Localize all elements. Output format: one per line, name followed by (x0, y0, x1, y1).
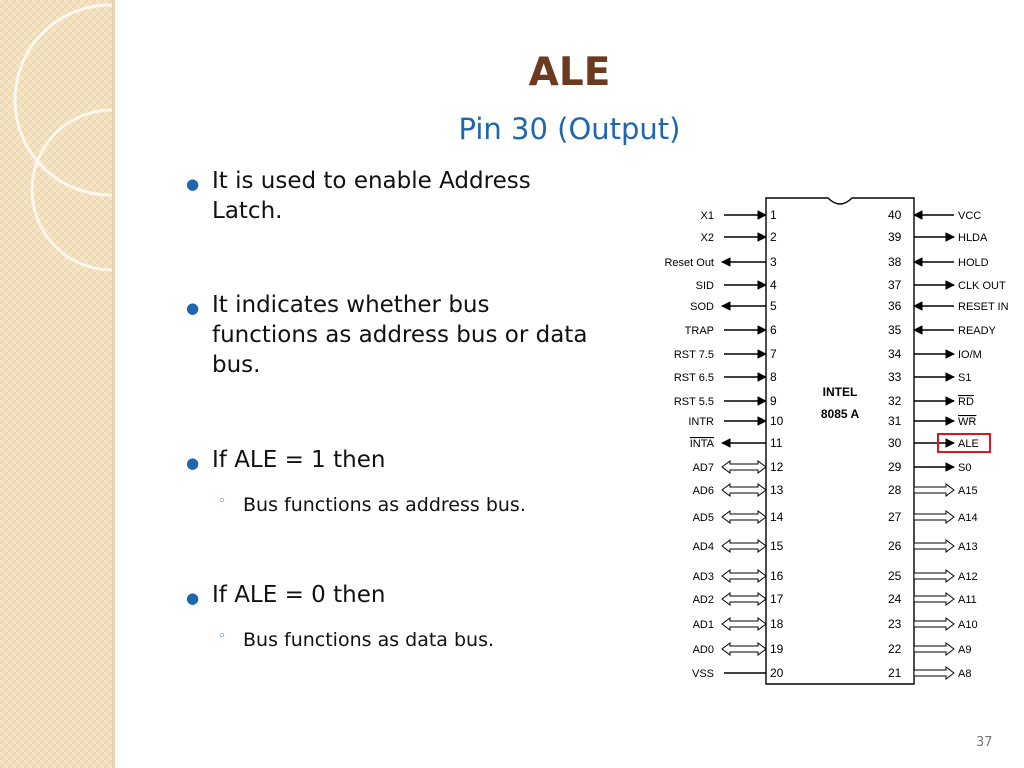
pin-number: 15 (770, 539, 784, 553)
pin-left-19 (693, 642, 784, 656)
pin-number: 21 (888, 666, 902, 680)
pin-left-8 (674, 370, 777, 384)
bullet-marker: ● (186, 175, 200, 193)
pin-right-22 (888, 642, 971, 656)
pin-number: 17 (770, 592, 784, 606)
pin-left-7 (674, 347, 777, 361)
pin-label: RST 6.5 (673, 372, 714, 384)
address-bus-arrow (914, 643, 954, 655)
pin-right-31 (888, 414, 976, 428)
pin-label: AD4 (692, 541, 714, 553)
bullet-line: If ALE = 0 then (212, 582, 386, 608)
pin-number: 27 (888, 510, 902, 524)
pin-number: 4 (770, 278, 777, 292)
bullet-line: bus. (212, 352, 261, 378)
pin-number: 14 (770, 510, 784, 524)
pin-label: WR (958, 416, 977, 428)
sub-bullet-text: Bus functions as data bus. (243, 629, 495, 651)
pin-left-18 (693, 617, 784, 631)
pin-label: A10 (958, 619, 978, 631)
chip-label-intel: INTEL (822, 385, 858, 399)
pin-left-6 (685, 323, 777, 337)
pin-right-33 (888, 370, 971, 384)
pin-left-9 (674, 394, 777, 408)
sub-bullet-text: Bus functions as address bus. (243, 494, 526, 516)
pin-label: AD6 (692, 485, 714, 497)
pin-left-4 (696, 278, 777, 292)
address-bus-arrow (914, 570, 954, 582)
bidirectional-bus-arrow (722, 643, 766, 655)
pin-label: SID (695, 280, 714, 292)
bullet-text (212, 580, 385, 610)
pin-left-16 (693, 569, 784, 583)
sub-bullet-marker: ◦ (218, 494, 226, 509)
pin-number: 29 (888, 460, 902, 474)
pin-label: AD7 (692, 462, 714, 474)
bullet-marker: ● (186, 589, 200, 607)
pin-number: 33 (888, 370, 902, 384)
pin-label: READY (958, 325, 996, 337)
pin-number: 9 (770, 394, 777, 408)
bullet-marker: ● (186, 454, 200, 472)
pin-right-32 (888, 394, 974, 408)
pin-label: AD3 (692, 571, 714, 583)
pin-left-20 (692, 666, 784, 680)
pin-label: HOLD (958, 257, 989, 269)
address-bus-arrow (914, 667, 954, 679)
pin-label: A14 (958, 512, 978, 524)
pin-left-13 (693, 483, 784, 497)
bullet-line: It is used to enable Address (212, 168, 531, 194)
pin-number: 25 (888, 569, 902, 583)
page-number: 37 (976, 735, 993, 750)
bullet-line: Latch. (212, 198, 283, 224)
bullet-line: If ALE = 1 then (212, 447, 386, 473)
intel-8085-pin-diagram (648, 196, 1020, 688)
pin-label: IO/M (958, 349, 982, 361)
pin-label: RST 7.5 (673, 349, 714, 361)
pin-number: 36 (888, 299, 902, 313)
pin-right-24 (888, 592, 977, 606)
bidirectional-bus-arrow (722, 540, 766, 552)
pin-number: 3 (770, 255, 777, 269)
pin-label: VCC (958, 210, 982, 222)
pin-label: X2 (700, 232, 714, 244)
sub-bullet-marker: ◦ (218, 629, 226, 644)
bidirectional-bus-arrow (722, 484, 766, 496)
bidirectional-bus-arrow (722, 461, 766, 473)
pin-number: 37 (888, 278, 902, 292)
pin-number: 24 (888, 592, 902, 606)
bullet-line: functions as address bus or data (212, 322, 588, 348)
pin-number: 5 (770, 299, 777, 313)
pin-label: INTR (688, 416, 714, 428)
pin-label: VSS (691, 668, 714, 680)
pin-number: 8 (770, 370, 777, 384)
pin-label: RESET IN (958, 301, 1009, 313)
pin-label: X1 (700, 210, 714, 222)
address-bus-arrow (914, 484, 954, 496)
pin-label: CLK OUT (958, 280, 1006, 292)
pin-number: 35 (888, 323, 902, 337)
pin-label: AD2 (692, 594, 714, 606)
pin-label: A8 (958, 668, 972, 680)
pin-number: 22 (888, 642, 902, 656)
pin-label: A9 (958, 644, 972, 656)
pin-label: A12 (958, 571, 978, 583)
pin-label: RD (958, 396, 974, 408)
pin-number: 12 (770, 460, 784, 474)
slide-subtitle: Pin 30 (Output) (458, 112, 681, 146)
address-bus-arrow (914, 618, 954, 630)
pin-label: A11 (958, 594, 977, 606)
pin-right-21 (888, 666, 971, 680)
pin-number: 38 (888, 255, 902, 269)
pin-number: 1 (770, 208, 777, 222)
pin-label: TRAP (684, 325, 714, 337)
pin-number: 19 (770, 642, 784, 656)
pin-number: 16 (770, 569, 784, 583)
pin-label: SOD (690, 301, 714, 313)
pin-label: INTA (689, 438, 714, 450)
pin-number: 23 (888, 617, 902, 631)
bidirectional-bus-arrow (722, 570, 766, 582)
pin-left-5 (690, 299, 777, 313)
chip-label-8085a: 8085 A (820, 407, 860, 421)
pin-label: AD1 (692, 619, 714, 631)
decorative-sidebar (0, 0, 112, 768)
pin-number: 20 (770, 666, 784, 680)
sidebar-pattern (0, 0, 112, 768)
bullet-text (212, 166, 531, 226)
pin-left-17 (693, 592, 784, 606)
pin-label: S0 (958, 462, 972, 474)
address-bus-arrow (914, 593, 954, 605)
pin-number: 30 (888, 436, 902, 450)
pin-number: 39 (888, 230, 902, 244)
bidirectional-bus-arrow (722, 511, 766, 523)
pin-number: 10 (770, 414, 784, 428)
pin-label: HLDA (958, 232, 988, 244)
pin-number: 34 (888, 347, 902, 361)
pin-number: 13 (770, 483, 784, 497)
pin-number: 2 (770, 230, 777, 244)
bullet-marker: ● (186, 299, 200, 317)
pin-number: 26 (888, 539, 902, 553)
bullet-line: It indicates whether bus (212, 292, 490, 318)
bidirectional-bus-arrow (722, 618, 766, 630)
pin-label: Reset Out (664, 257, 714, 269)
pin-number: 18 (770, 617, 784, 631)
pin-label: RST 5.5 (673, 396, 714, 408)
bullet-text (212, 445, 385, 475)
pin-left-12 (693, 460, 784, 474)
pin-label: S1 (958, 372, 972, 384)
pin-right-29 (888, 460, 971, 474)
pin-label: AD0 (692, 644, 714, 656)
pin-number: 11 (770, 436, 783, 450)
address-bus-arrow (914, 540, 954, 552)
pin-left-14 (693, 510, 784, 524)
pin-number: 28 (888, 483, 902, 497)
pin-number: 31 (888, 414, 902, 428)
pin-number: 6 (770, 323, 777, 337)
pin-label: ALE (958, 438, 979, 450)
pin-left-3 (664, 255, 777, 269)
address-bus-arrow (914, 511, 954, 523)
pin-label: A15 (958, 485, 978, 497)
pin-left-15 (693, 539, 784, 553)
pin-label: AD5 (692, 512, 714, 524)
pin-left-10 (688, 414, 783, 428)
pin-label: A13 (958, 541, 978, 553)
pin-number: 32 (888, 394, 902, 408)
bullet-text (212, 290, 587, 380)
pin-number: 40 (888, 208, 902, 222)
pin-number: 7 (770, 347, 777, 361)
bidirectional-bus-arrow (722, 593, 766, 605)
slide-title: ALE (528, 50, 611, 95)
